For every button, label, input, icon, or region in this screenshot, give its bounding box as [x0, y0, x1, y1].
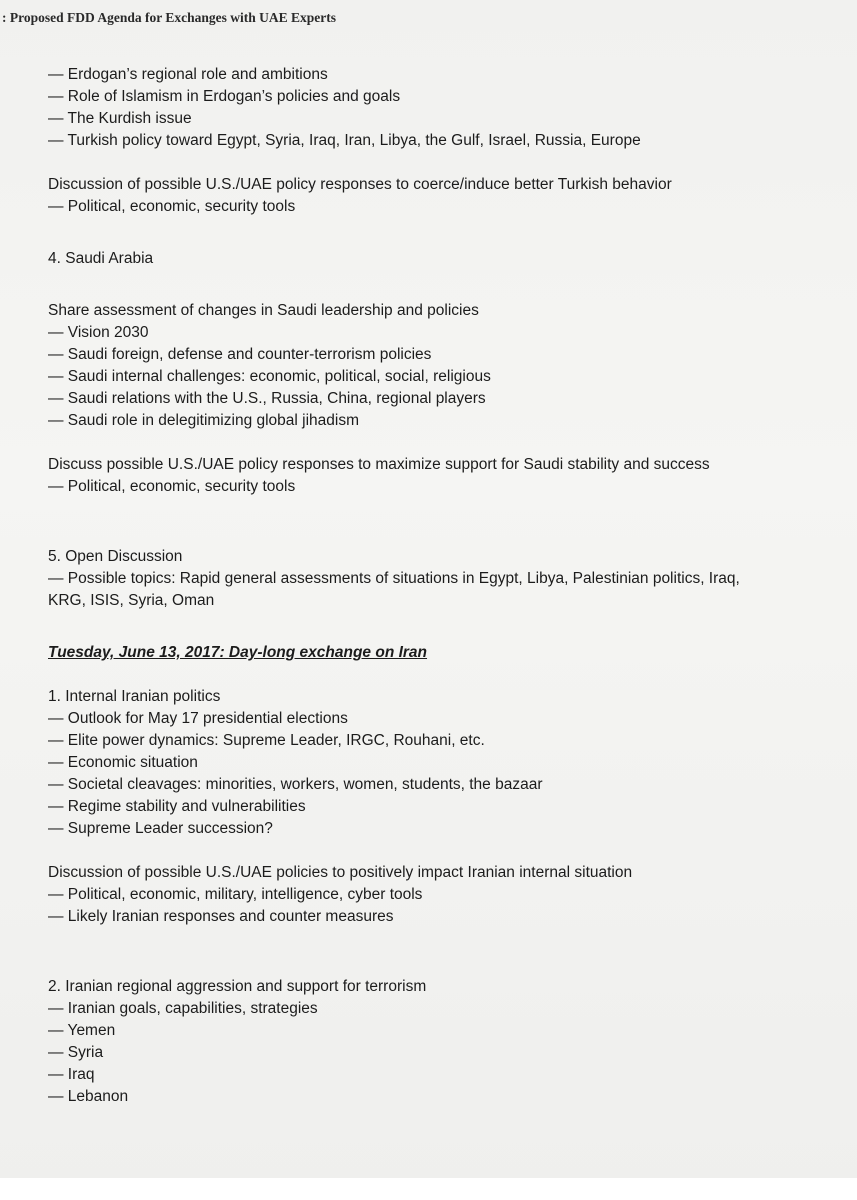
- iran-internal-bullet: — Economic situation: [48, 754, 198, 771]
- iran-internal-bullet: — Regime stability and vulnerabilities: [48, 798, 306, 815]
- turkey-tools: — Political, economic, security tools: [48, 198, 296, 215]
- saudi-bullet: — Vision 2030: [48, 324, 149, 341]
- turkey-bullet: — Turkish policy toward Egypt, Syria, Iraq, Iran, Libya, the Gulf, Israel, Russia, Europe: [48, 132, 641, 149]
- saudi-discussion: Discuss possible U.S./UAE policy responses to maximize support for Saudi stability and success: [48, 456, 710, 473]
- iran-internal-bullet: — Societal cleavages: minorities, workers, women, students, the bazaar: [48, 776, 543, 793]
- iran-internal-heading: 1. Internal Iranian politics: [48, 688, 221, 705]
- iran-regional-bullet: — Iraq: [48, 1066, 95, 1083]
- iran-regional-heading: 2. Iranian regional aggression and support for terrorism: [48, 978, 427, 995]
- saudi-tools: — Political, economic, security tools: [48, 478, 296, 495]
- saudi-bullet: — Saudi role in delegitimizing global jihadism: [48, 412, 360, 429]
- turkey-discussion: Discussion of possible U.S./UAE policy responses to coerce/induce better Turkish behavior: [48, 176, 672, 193]
- iran-internal-discussion: Discussion of possible U.S./UAE policies to positively impact Iranian internal situation: [48, 864, 633, 881]
- saudi-bullet: — Saudi foreign, defense and counter-terrorism policies: [48, 346, 432, 363]
- saudi-bullet: — Saudi relations with the U.S., Russia, China, regional players: [48, 390, 486, 407]
- turkey-bullet: — The Kurdish issue: [48, 110, 192, 127]
- document-header-title: : Proposed FDD Agenda for Exchanges with UAE Experts: [2, 10, 337, 25]
- saudi-heading: 4. Saudi Arabia: [48, 250, 154, 267]
- open-discussion-heading: 5. Open Discussion: [48, 548, 183, 565]
- iran-day-heading: Tuesday, June 13, 2017: Day-long exchange on Iran: [48, 644, 428, 661]
- turkey-bullet: — Erdogan’s regional role and ambitions: [48, 66, 328, 83]
- iran-regional-bullet: — Yemen: [48, 1022, 116, 1039]
- iran-regional-bullet: — Lebanon: [48, 1088, 129, 1105]
- turkey-bullet: — Role of Islamism in Erdogan’s policies and goals: [48, 88, 401, 105]
- open-discussion-topics-cont: KRG, ISIS, Syria, Oman: [48, 592, 215, 609]
- iran-internal-bullet: — Outlook for May 17 presidential elections: [48, 710, 348, 727]
- iran-internal-discussion-bullet: — Political, economic, military, intelligence, cyber tools: [48, 886, 423, 903]
- page-bottom-margin: [0, 1178, 857, 1200]
- iran-internal-discussion-bullet: — Likely Iranian responses and counter measures: [48, 908, 394, 925]
- iran-regional-bullet: — Syria: [48, 1044, 104, 1061]
- iran-regional-bullet: — Iranian goals, capabilities, strategies: [48, 1000, 318, 1017]
- open-discussion-topics: — Possible topics: Rapid general assessments of situations in Egypt, Libya, Palestinian politics, Iraq,: [48, 570, 740, 587]
- document-body: [48, 64, 838, 1108]
- iran-internal-bullet: — Supreme Leader succession?: [48, 820, 273, 837]
- iran-internal-bullet: — Elite power dynamics: Supreme Leader, IRGC, Rouhani, etc.: [48, 732, 485, 749]
- saudi-bullet: — Saudi internal challenges: economic, political, social, religious: [48, 368, 491, 385]
- saudi-assessment: Share assessment of changes in Saudi leadership and policies: [48, 302, 479, 319]
